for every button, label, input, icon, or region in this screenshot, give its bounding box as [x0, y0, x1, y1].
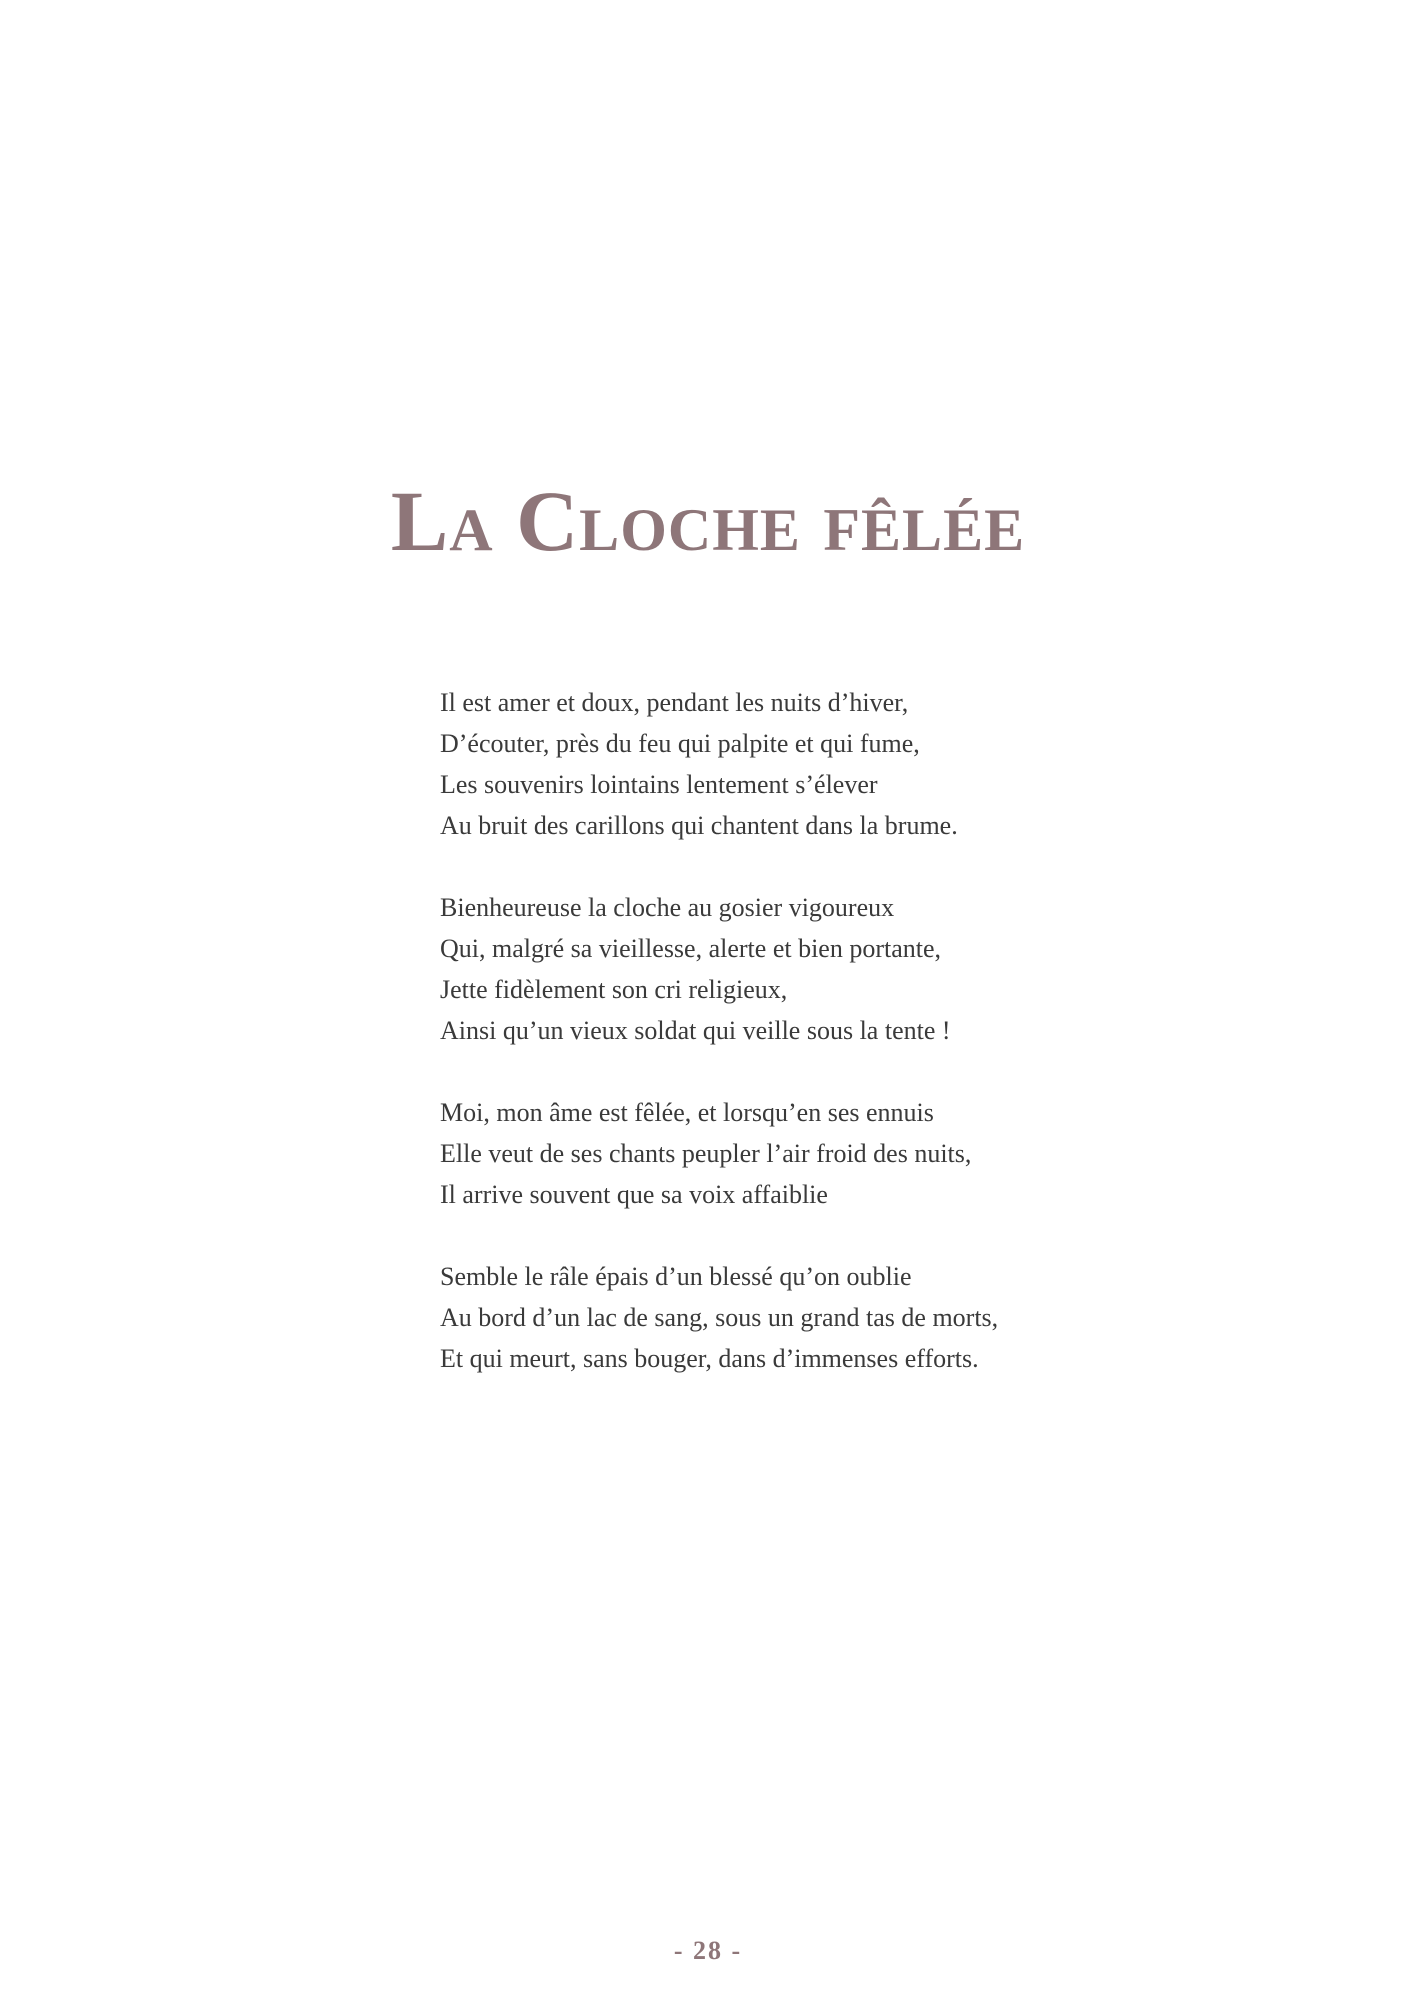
poem-line: Il est amer et doux, pendant les nuits d’hiver, — [440, 688, 909, 717]
poem-line: D’écouter, près du feu qui palpite et qui fume, — [440, 729, 920, 758]
poem-line: Et qui meurt, sans bouger, dans d’immenses efforts. — [440, 1344, 979, 1373]
poem-line: Elle veut de ses chants peupler l’air froid des nuits, — [440, 1139, 972, 1168]
poem-body — [440, 682, 1140, 1420]
poem-line: Au bruit des carillons qui chantent dans la brume. — [440, 811, 958, 840]
poem-line: Au bord d’un lac de sang, sous un grand tas de morts, — [440, 1303, 999, 1332]
poem-line: Semble le râle épais d’un blessé qu’on oublie — [440, 1262, 912, 1291]
stanza-2 — [440, 887, 1140, 1051]
stanza-4 — [440, 1256, 1140, 1379]
poem-line: Moi, mon âme est fêlée, et lorsqu’en ses ennuis — [440, 1098, 934, 1127]
poem-line: Qui, malgré sa vieillesse, alerte et bien portante, — [440, 934, 942, 963]
poem-line: Les souvenirs lointains lentement s’élever — [440, 770, 878, 799]
poem-title: La Cloche fêlée — [390, 473, 1026, 569]
stanza-1 — [440, 682, 1140, 846]
poem-line: Il arrive souvent que sa voix affaiblie — [440, 1180, 828, 1209]
poem-line: Jette fidèlement son cri religieux, — [440, 975, 788, 1004]
poem-line: Ainsi qu’un vieux soldat qui veille sous la tente ! — [440, 1016, 951, 1045]
stanza-3 — [440, 1092, 1140, 1215]
page-number: - 28 - — [673, 1936, 743, 1965]
poem-line: Bienheureuse la cloche au gosier vigoureux — [440, 893, 895, 922]
